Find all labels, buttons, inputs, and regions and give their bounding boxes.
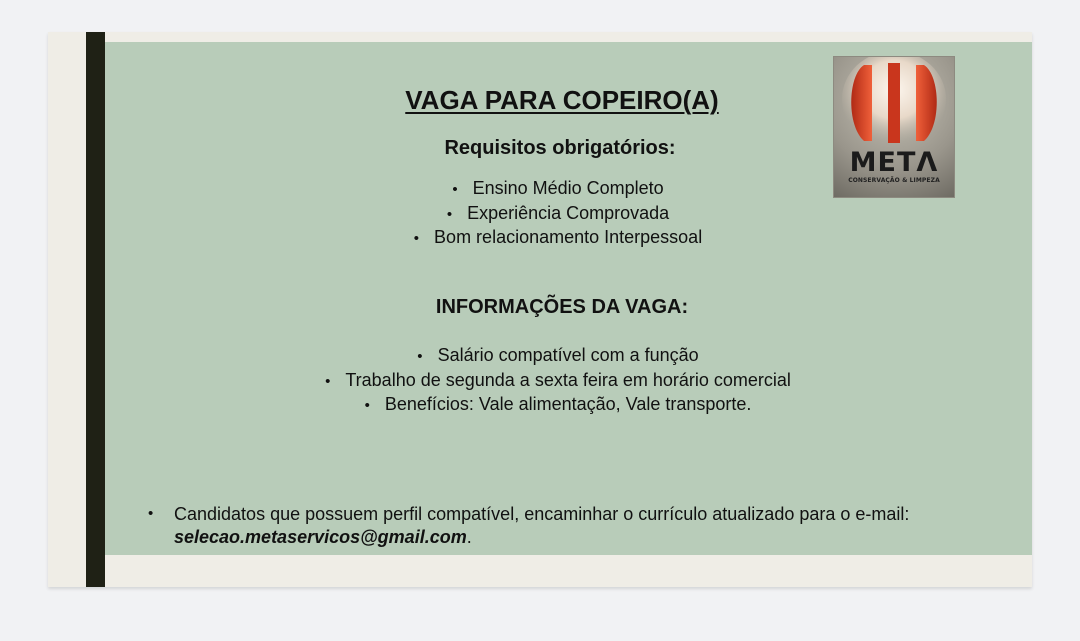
requirements-heading: Requisitos obrigatórios: bbox=[444, 137, 676, 159]
list-item: • Experiência Comprovada bbox=[88, 202, 1028, 227]
bullet-icon: • bbox=[364, 397, 370, 414]
meta-logo bbox=[833, 56, 955, 198]
application-text-end: . bbox=[466, 526, 472, 547]
bullet-icon: • bbox=[325, 372, 331, 390]
logo-subtitle: CONSERVAÇÃO & LIMPEZA bbox=[848, 177, 940, 184]
contact-email: selecao.metaservicos@gmail.com bbox=[174, 526, 467, 547]
application-text: Candidatos que possuem perfil compatível, encaminhar o currículo atualizado para o e-mail: bbox=[174, 504, 910, 524]
job-info-list bbox=[88, 344, 1028, 418]
slide-title-text: VAGA PARA COPEIRO(A) bbox=[405, 85, 719, 115]
meta-emblem-icon bbox=[834, 57, 954, 157]
logo-wordmark: METΛ bbox=[849, 147, 939, 178]
list-item: • Bom relacionamento Interpessoal bbox=[88, 226, 1028, 251]
bullet-icon: • bbox=[446, 205, 453, 223]
bullet-icon: • bbox=[417, 348, 423, 365]
bullet-icon: • bbox=[148, 505, 154, 522]
job-info-heading: INFORMAÇÕES DA VAGA: bbox=[435, 296, 689, 318]
list-item: • Benefícios: Vale alimentação, Vale transporte. bbox=[88, 393, 1028, 418]
bullet-icon: • bbox=[413, 230, 420, 247]
list-item: • Trabalho de segunda a sexta feira em horário comercial bbox=[88, 369, 1028, 394]
list-item: • Salário compatível com a função bbox=[88, 344, 1028, 369]
bullet-icon: • bbox=[452, 181, 458, 198]
list-item: • Ensino Médio Completo bbox=[88, 177, 1028, 202]
slide-accent-bar bbox=[86, 32, 105, 587]
application-instructions bbox=[148, 503, 964, 548]
